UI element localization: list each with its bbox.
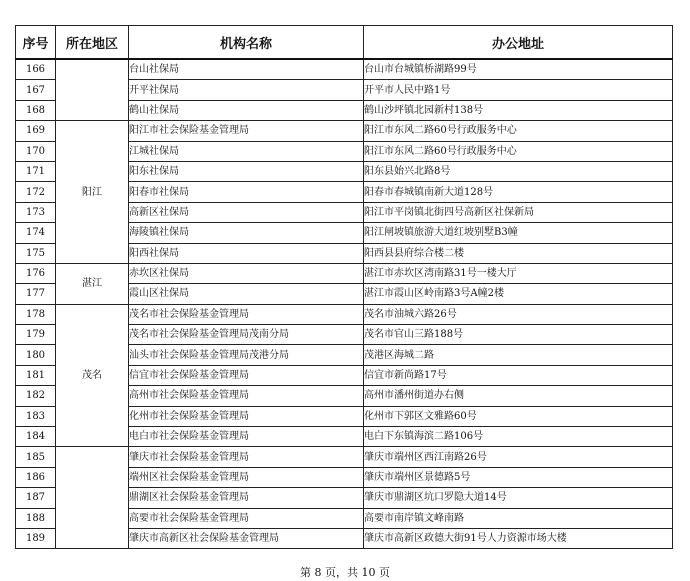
row-seq: 189 [16, 528, 56, 548]
row-org-name: 信宜市社会保险基金管理局 [129, 365, 364, 385]
row-seq: 175 [16, 243, 56, 263]
table-row [16, 263, 673, 283]
row-address: 肇庆市端州区西江南路26号 [364, 447, 673, 467]
row-org-name: 开平社保局 [129, 80, 364, 100]
row-org-name: 端州区社会保险基金管理局 [129, 467, 364, 487]
table-row [16, 447, 673, 467]
row-region [56, 59, 129, 121]
row-seq: 173 [16, 202, 56, 222]
row-address: 信宜市新尚路17号 [364, 365, 673, 385]
row-region: 阳江 [56, 121, 129, 264]
row-address: 阳江闸坡镇旅游大道红坡别墅B3幢 [364, 223, 673, 243]
header-org-name: 机构名称 [129, 26, 364, 60]
header-region: 所在地区 [56, 26, 129, 60]
row-org-name: 海陵镇社保局 [129, 223, 364, 243]
row-seq: 179 [16, 325, 56, 345]
row-region: 茂名 [56, 304, 129, 447]
row-address: 湛江市赤坎区湾南路31号一楼大厅 [364, 263, 673, 283]
row-org-name: 阳西社保局 [129, 243, 364, 263]
row-address: 电白下东镇海滨二路106号 [364, 427, 673, 447]
row-seq: 168 [16, 100, 56, 120]
row-org-name: 茂名市社会保险基金管理局茂南分局 [129, 325, 364, 345]
row-org-name: 霞山区社保局 [129, 284, 364, 304]
row-address: 高要市南岸镇文峰南路 [364, 508, 673, 528]
table-row [16, 121, 673, 141]
row-address: 茂港区海城二路 [364, 345, 673, 365]
header-address: 办公地址 [364, 26, 673, 60]
table-body [16, 59, 673, 549]
row-address: 阳江市平岗镇北街四号高新区社保新局 [364, 202, 673, 222]
table-row [16, 304, 673, 324]
row-seq: 176 [16, 263, 56, 283]
row-org-name: 赤坎区社保局 [129, 263, 364, 283]
row-seq: 167 [16, 80, 56, 100]
row-address: 肇庆市鼎湖区坑口罗隐大道14号 [364, 488, 673, 508]
row-org-name: 鼎湖区社会保险基金管理局 [129, 488, 364, 508]
row-address: 开平市人民中路1号 [364, 80, 673, 100]
row-seq: 185 [16, 447, 56, 467]
row-org-name: 高要市社会保险基金管理局 [129, 508, 364, 528]
row-org-name: 汕头市社会保险基金管理局茂港分局 [129, 345, 364, 365]
row-address: 肇庆市端州区景德路5号 [364, 467, 673, 487]
row-org-name: 阳江市社会保险基金管理局 [129, 121, 364, 141]
row-seq: 184 [16, 427, 56, 447]
row-seq: 180 [16, 345, 56, 365]
row-address: 化州市下郭区文雅路60号 [364, 406, 673, 426]
row-org-name: 电白市社会保险基金管理局 [129, 427, 364, 447]
row-seq: 188 [16, 508, 56, 528]
row-address: 阳春市春城镇南新大道128号 [364, 182, 673, 202]
row-org-name: 阳东社保局 [129, 161, 364, 181]
row-org-name: 阳春市社保局 [129, 182, 364, 202]
row-seq: 182 [16, 386, 56, 406]
row-region: 湛江 [56, 263, 129, 304]
row-org-name: 化州市社会保险基金管理局 [129, 406, 364, 426]
row-seq: 186 [16, 467, 56, 487]
row-seq: 166 [16, 59, 56, 80]
row-region [56, 447, 129, 549]
row-seq: 172 [16, 182, 56, 202]
row-address: 高州市潘州街道办右侧 [364, 386, 673, 406]
row-org-name: 高州市社会保险基金管理局 [129, 386, 364, 406]
row-org-name: 鹤山社保局 [129, 100, 364, 120]
row-org-name: 高新区社保局 [129, 202, 364, 222]
row-seq: 187 [16, 488, 56, 508]
row-seq: 177 [16, 284, 56, 304]
row-seq: 171 [16, 161, 56, 181]
row-address: 阳西县县府综合楼二楼 [364, 243, 673, 263]
row-address: 肇庆市高新区政德大街91号人力资源市场大楼 [364, 528, 673, 548]
row-seq: 174 [16, 223, 56, 243]
row-org-name: 台山社保局 [129, 59, 364, 80]
row-seq: 170 [16, 141, 56, 161]
row-address: 阳江市东风二路60号行政服务中心 [364, 121, 673, 141]
institution-table [15, 25, 673, 549]
row-address: 茂名市官山三路188号 [364, 325, 673, 345]
row-address: 湛江市霞山区岭南路3号A幢2楼 [364, 284, 673, 304]
row-address: 阳东县始兴北路8号 [364, 161, 673, 181]
row-seq: 181 [16, 365, 56, 385]
row-org-name: 肇庆市社会保险基金管理局 [129, 447, 364, 467]
header-seq: 序号 [16, 26, 56, 60]
table-header [16, 26, 673, 60]
row-seq: 169 [16, 121, 56, 141]
table-row [16, 59, 673, 80]
page-footer: 第 8 页，共 10 页 [300, 566, 390, 579]
row-address: 阳江市东风二路60号行政服务中心 [364, 141, 673, 161]
row-seq: 183 [16, 406, 56, 426]
row-address: 鹤山沙坪镇北园新村138号 [364, 100, 673, 120]
row-org-name: 茂名市社会保险基金管理局 [129, 304, 364, 324]
row-address: 茂名市油城六路26号 [364, 304, 673, 324]
row-seq: 178 [16, 304, 56, 324]
row-org-name: 肇庆市高新区社会保险基金管理局 [129, 528, 364, 548]
row-address: 台山市台城镇桥湖路99号 [364, 59, 673, 80]
row-org-name: 江城社保局 [129, 141, 364, 161]
